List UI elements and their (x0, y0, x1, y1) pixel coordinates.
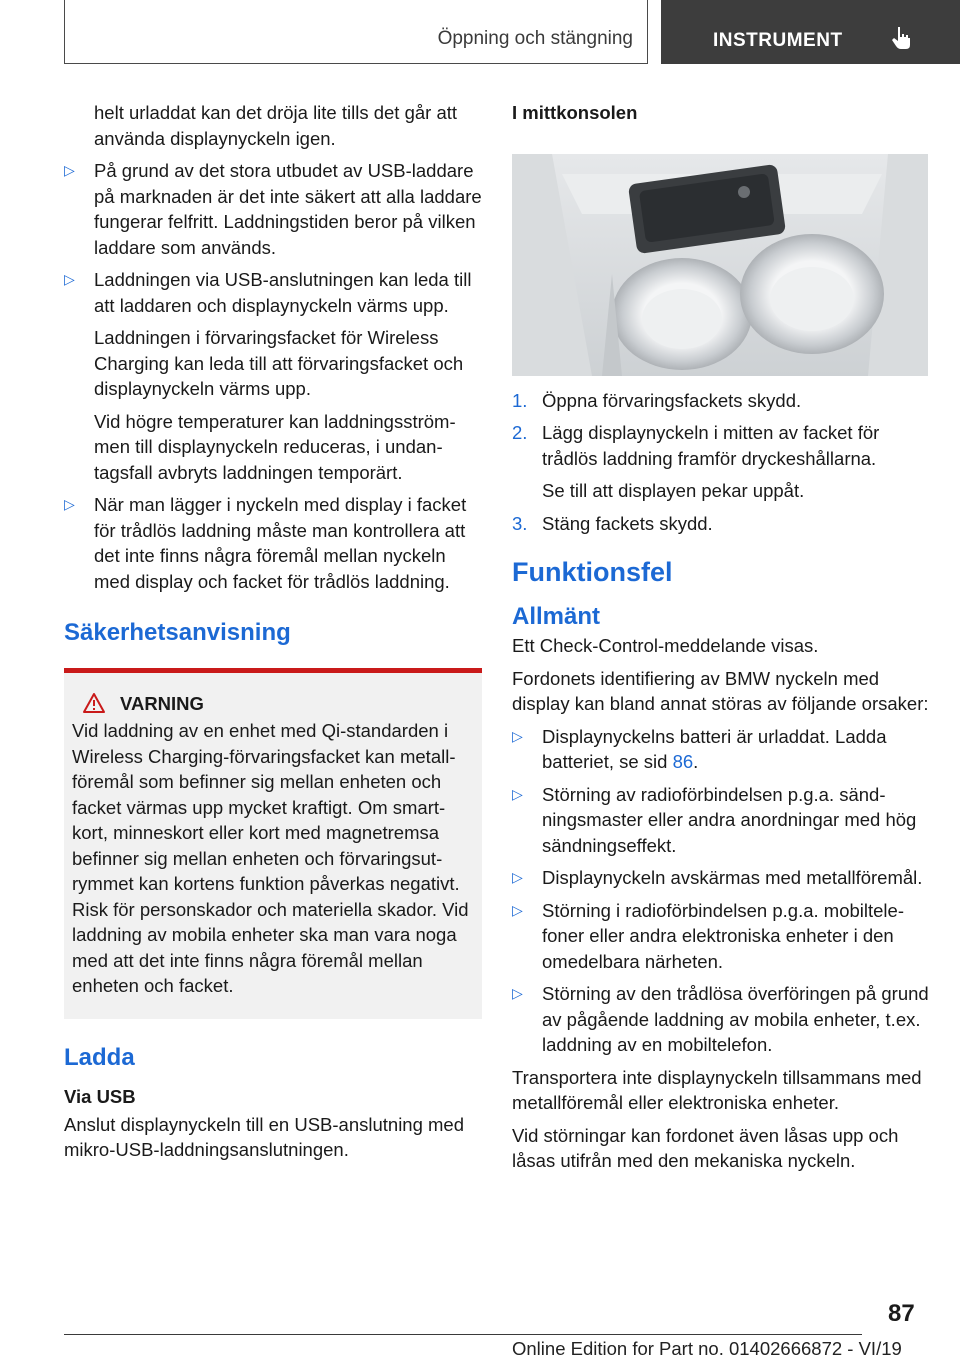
triangle-bullet-icon: ▷ (512, 901, 523, 918)
list-item: ▷ På grund av det stora utbudet av USB-laddare på marknaden är det inte säkert att alla laddare fungerar felfritt. Laddningstiden beror på vilken laddare som används. (64, 160, 482, 258)
section-title: Öppning och stängning (437, 28, 633, 49)
triangle-bullet-icon: ▷ (64, 496, 75, 512)
allmant-text: Ett Check-Control-meddelande visas. (512, 635, 819, 656)
list-item: ▷ Störning av radioförbindelsen p.g.a. sändningsmaster eller andra anordningar med hög sändningseffekt. (512, 783, 917, 856)
list-item: ▷ När man lägger i nyckeln med display i facket för trådlös laddning måste man kontrollera att det inte finns några föremål mellan nyckeln med display och facket för trådlös laddning. (64, 494, 467, 592)
intro-continuation: helt urladdat kan det dröja lite tills det går att använda displaynyckeln igen. (94, 102, 458, 149)
via-usb-text: Anslut displaynyckeln till en USB-anslutning med mikro-USB-laddningsanslutningen. (64, 1113, 465, 1160)
list-item: ▷ Displaynyckeln avskärmas med metallföremål. (512, 865, 930, 891)
left-column (64, 100, 482, 1170)
allmant-heading: Allmänt (512, 602, 601, 630)
list-item: ▷ Laddningen via USB-anslutningen kan leda till att laddaren och displaynyckeln värms upp. Laddningen i förvaringsfacket för Wireless Charging kan leda till att förvaringsfacket och displaynyckeln värms upp. Vid högre temperaturer kan laddningsströmmen till displaynyckeln reduceras, i undantagsfall avbryts laddningen temporärt. (64, 269, 472, 483)
edition-text: Online Edition for Part no. 01402666872 - VI/19 (512, 1338, 902, 1359)
step-item: 3. Stäng fackets skydd. (512, 512, 713, 534)
chapter-title: INSTRUMENT (713, 30, 843, 51)
via-usb-heading: Via USB (64, 1086, 136, 1107)
warning-title: VARNING (72, 691, 474, 717)
right-column (512, 100, 930, 1181)
safety-heading: Säkerhetsanvisning (64, 619, 291, 646)
warning-text: Vid laddning av en enhet med Qi-standarden i Wireless Charging-förvaringsfacket kan metallföremål som befinner sig mellan enheten och facket värmas upp mycket kraftigt. Om smartkort, minneskort eller kort med magnetremsa befinner sig mellan enheten och förvaringsutrymmet kan kortens funktion påverkas negativt. Risk för personskador och materiella skador. Vid laddning av mobila enheter ska man vara noga med att det inte finns några föremål mellan enheten och facket. (72, 720, 469, 996)
step-item: 1. Öppna förvaringsfackets skydd. (512, 389, 802, 411)
triangle-bullet-icon: ▷ (64, 271, 75, 287)
hand-touch-icon (889, 25, 915, 51)
allmant-text: Fordonets identifiering av BMW nyckeln med display kan bland annat störas av följande orsaker: (512, 667, 929, 714)
step-item: 2. Lägg displaynyckeln i mitten av facket för trådlös laddning framför dryckeshållarna. Se till att displayen pekar uppåt. (512, 422, 880, 501)
triangle-bullet-icon: ▷ (512, 869, 523, 885)
page-number: 87 (888, 1300, 915, 1327)
warning-box (64, 668, 482, 1019)
page-header (64, 0, 960, 66)
triangle-bullet-icon: ▷ (512, 727, 523, 744)
triangle-bullet-icon: ▷ (64, 162, 75, 178)
list-item: ▷ Störning i radioförbindelsen p.g.a. mobiltelefoner eller andra elektroniska enheter i den omedelbara närheten. (512, 899, 904, 972)
page-reference-link[interactable]: 86 (672, 751, 694, 772)
transport-text: Transportera inte displaynyckeln tillsammans med metallföremål eller elektroniska enheter. (512, 1066, 922, 1113)
warning-triangle-icon (82, 692, 106, 714)
chapter-tab[interactable] (661, 0, 960, 64)
list-item: ▷ Displaynyckelns batteri är urladdat. Ladda batteriet, se sid 86. (512, 725, 887, 772)
list-item: ▷ Störning av den trådlösa överföringen på grund av pågående laddning av mobila enheter, t.ex. laddning av en mobiltelefon. (512, 983, 929, 1055)
mittkonsolen-heading: I mittkonsolen (512, 102, 638, 123)
funktionsfel-heading: Funktionsfel (512, 557, 673, 587)
ladda-heading: Ladda (64, 1043, 135, 1071)
section-tab[interactable] (64, 0, 648, 64)
triangle-bullet-icon: ▷ (512, 785, 523, 802)
triangle-bullet-icon: ▷ (512, 985, 523, 1001)
unlock-text: Vid störningar kan fordonet även låsas upp och låsas utifrån med den mekaniska nyckeln. (512, 1124, 899, 1171)
center-console-photo (512, 154, 928, 376)
footer-divider (64, 1334, 862, 1335)
